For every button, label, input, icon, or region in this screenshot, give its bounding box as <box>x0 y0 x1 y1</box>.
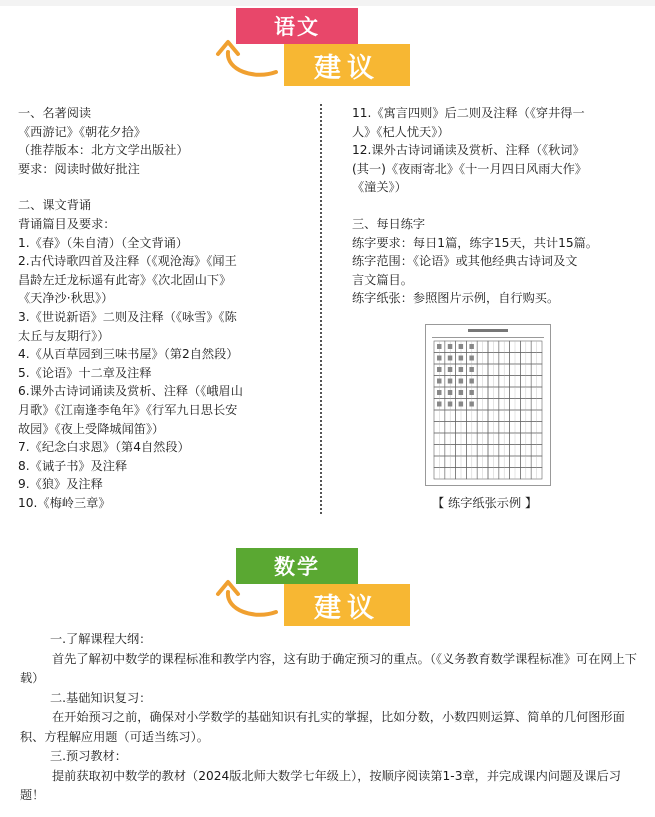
line: 太丘与友期行》） <box>18 328 110 343</box>
line: 要求：阅读时做好批注 <box>18 161 140 176</box>
line: 练字要求：每日1篇，练字15天，共计15篇。 <box>352 235 598 250</box>
line: 7.《纪念白求恩》（第4自然段） <box>18 440 190 455</box>
line: 昌龄左迁龙标遥有此寄》《次北固山下》 <box>18 272 232 287</box>
math-advice-title: 建议 <box>284 584 410 626</box>
math-section-heading: 一.了解课程大纲： <box>50 632 152 646</box>
chinese-right-column <box>352 104 650 308</box>
line: (其一)《夜雨寄北》《十一月四日风雨大作》 <box>352 161 587 176</box>
line: 言文篇目。 <box>352 272 413 287</box>
line: 2.古代诗歌四首及注释（《观沧海》《闻王 <box>18 254 237 269</box>
practice-sheet-image <box>425 324 551 486</box>
line: 10.《梅岭三章》 <box>18 495 111 510</box>
chinese-advice-title: 建议 <box>284 44 410 86</box>
line: 故园》《夜上受降城闻笛》） <box>18 421 165 436</box>
math-section-body: 在开始预习之前，确保对小学数学的基础知识有扎实的掌握，比如分数，小数四则运算、简单的几何图形面积、方程解应用题（可适当练习）。 <box>20 710 625 744</box>
line: 练字纸张：参照图片示例，自行购买。 <box>352 291 560 306</box>
line: （推荐版本：北方文学出版社） <box>18 143 189 158</box>
line: 三、每日练字 <box>352 216 426 231</box>
chinese-left-column <box>18 104 316 512</box>
math-header <box>236 548 426 630</box>
curved-arrow-icon <box>214 572 292 622</box>
line: 11.《寓言四则》后二则及注释（《穿井得一 <box>352 106 585 120</box>
line: 背诵篇目及要求： <box>18 216 116 231</box>
top-strip <box>0 0 655 6</box>
line: 一、名著阅读 <box>18 106 92 120</box>
chinese-header <box>236 8 426 90</box>
line: 4.《从百草园到三味书屋》（第2自然段） <box>18 347 239 362</box>
line: 1.《春》（朱自清）（全文背诵） <box>18 235 189 250</box>
line: 人》《杞人忧天》） <box>352 124 450 139</box>
line: 二、课文背诵 <box>18 198 92 213</box>
line: 3.《世说新语》二则及注释（《咏雪》《陈 <box>18 309 237 324</box>
column-divider <box>320 104 322 514</box>
math-section-heading: 三.预习教材： <box>50 749 127 763</box>
math-section-heading: 二.基础知识复习： <box>50 690 152 705</box>
line: 9.《狼》及注释 <box>18 477 103 492</box>
line: 《潼关》） <box>352 180 407 195</box>
math-section-body: 提前获取初中数学的教材（2024版北师大数学七年级上），按顺序阅读第1-3章，并完成课内问题及课后习题！ <box>20 768 621 802</box>
line: 8.《诫子书》及注释 <box>18 458 128 473</box>
line: 月歌》《江南逢李龟年》《行军九日思长安 <box>18 402 238 417</box>
line: 6.课外古诗词诵读及赏析、注释（《峨眉山 <box>18 384 243 399</box>
curved-arrow-icon <box>214 32 292 82</box>
math-body <box>20 630 640 806</box>
line: 5.《论语》十二章及注释 <box>18 365 152 380</box>
math-subject-tag: 数学 <box>236 548 358 584</box>
line: 《天净沙·秋思》） <box>18 291 114 306</box>
line: 练字范围：《论语》或其他经典古诗词及文 <box>352 254 578 269</box>
math-section-body: 首先了解初中数学的课程标准和教学内容，这有助于确定预习的重点。（《义务教育数学课程标准》可在网上下载） <box>20 651 637 685</box>
practice-sheet-caption: 【 练字纸张示例 】 <box>432 496 538 510</box>
line: 《西游记》《朝花夕拾》 <box>18 124 146 139</box>
line: 12.课外古诗词诵读及赏析、注释（《秋词》 <box>352 143 585 158</box>
chinese-subject-tag: 语文 <box>236 8 358 44</box>
